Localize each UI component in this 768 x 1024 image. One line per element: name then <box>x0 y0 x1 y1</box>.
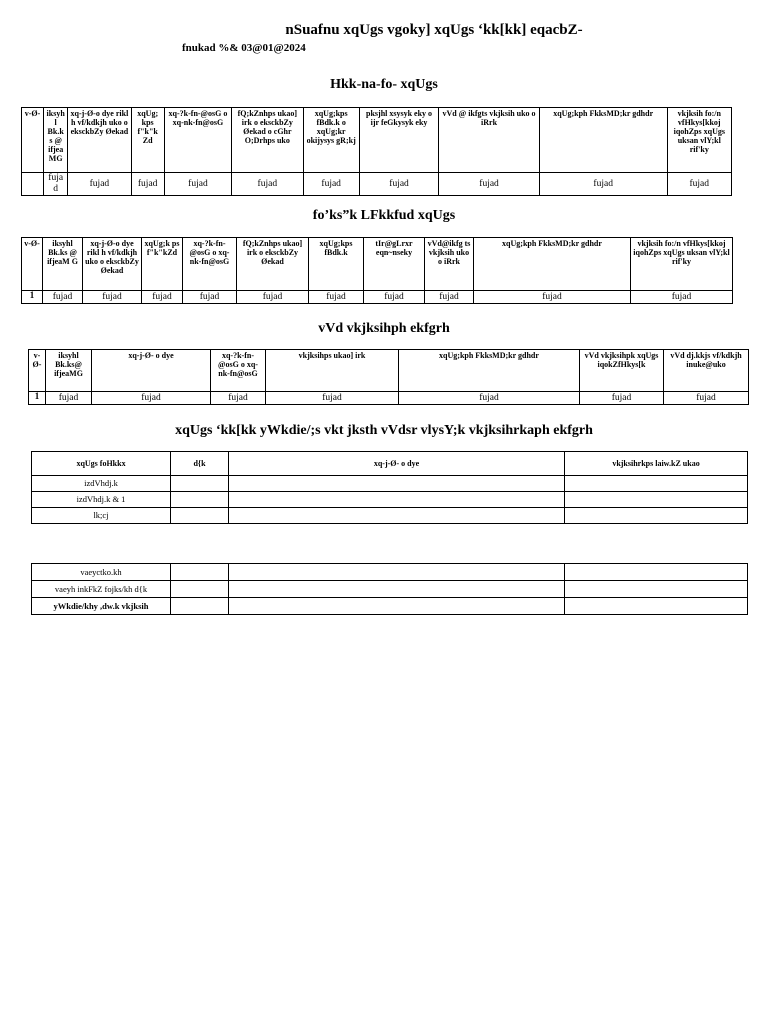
s1-cell-4: fujad <box>164 173 231 196</box>
section3-header-row <box>29 350 749 392</box>
s3-cell-3: fujad <box>211 392 266 405</box>
s4-cell <box>565 508 748 524</box>
s4b-cell <box>565 581 748 598</box>
s2-header-complainant: fQ;kZnhps ukao] irk o eksckbZy Øekad <box>237 238 309 291</box>
s4-header-accused-names: vkjksihrkps laiw.kZ ukao <box>565 452 748 476</box>
section2-header-row <box>22 238 733 291</box>
s1-header-summary: xqUg;kph FkksMD;kr gdhdr <box>539 108 667 173</box>
s3-header-summary: xqUg;kph FkksMD;kr gdhdr <box>399 350 580 392</box>
s1-header-police-station: iksyhl Bk.ks @ ifjea MG <box>44 108 68 173</box>
s4-cell <box>171 492 229 508</box>
s3-header-datetime: xq-?k-fn-@osG o xq-nk-fn@osG <box>211 350 266 392</box>
section4-table-2 <box>31 563 748 615</box>
section1-heading: Hkk-na-fo- xqUgs <box>330 77 438 92</box>
table-row <box>32 564 748 581</box>
s3-header-prior-record: vVd vkjksihpk xqUgs iqokZfHkys[k <box>580 350 664 392</box>
section3-table <box>28 349 749 405</box>
s4b-row-label: vaeyh inkFkZ fojks/kh d{k <box>32 581 171 598</box>
s4-row-label: lk;cj <box>32 508 171 524</box>
s1-header-case-officer: xq-j-Ø-o dye rikl h vf/kdkjh uko o eksckbZy Øekad <box>68 108 131 173</box>
s1-cell-10: fujad <box>667 173 731 196</box>
s3-cell-7: fujad <box>664 392 749 405</box>
section4-table <box>31 451 748 524</box>
s1-cell-9: fujad <box>539 173 667 196</box>
table-row <box>32 598 748 615</box>
s1-header-stolen-property: pksjhl xsysyk eky o ijr feGkysyk eky <box>359 108 438 173</box>
s2-cell-8: fujad <box>425 291 474 304</box>
s4b-row-label: vaeyctko.kh <box>32 564 171 581</box>
s4b-cell <box>229 581 565 598</box>
section2-table <box>21 237 733 304</box>
s3-cell-5: fujad <box>399 392 580 405</box>
s4-cell <box>229 492 565 508</box>
s1-cell-1: fujad <box>44 173 68 196</box>
table-row <box>32 476 748 492</box>
s4b-row-label-total: yWkdie/khy ,dw.k vkjksih <box>32 598 171 615</box>
s1-header-datetime: xq-?k-fn-@osG o xq-nk-fn@osG <box>164 108 231 173</box>
s1-header-accused: vVd @ ikfgts vkjksih uko o iRrk <box>439 108 540 173</box>
s3-cell-6: fujad <box>580 392 664 405</box>
table-row <box>32 508 748 524</box>
s2-header-case-officer: xq-j-Ø-o dye rikl h vf/kdkjh uko o eksckbZy Øekad <box>83 238 142 291</box>
s4-cell <box>565 492 748 508</box>
s4-header-division: xqUgs foHkkx <box>32 452 171 476</box>
s3-cell-2: fujad <box>92 392 211 405</box>
s4-row-label: izdVhdj.k & 1 <box>32 492 171 508</box>
s2-header-summary: xqUg;kph FkksMD;kr gdhdr <box>474 238 631 291</box>
s2-cell-sr: 1 <box>22 291 43 304</box>
s1-header-sr: v-Ø- <box>22 108 44 173</box>
s1-cell-sr <box>22 173 44 196</box>
s2-cell-1: fujad <box>43 291 83 304</box>
s4-header-room: d{k <box>171 452 229 476</box>
s4b-cell <box>171 598 229 615</box>
s2-cell-2: fujad <box>83 291 142 304</box>
s1-cell-8: fujad <box>439 173 540 196</box>
s1-cell-3: fujad <box>131 173 164 196</box>
section1-table <box>21 107 732 196</box>
table-row <box>29 392 749 405</box>
s1-cell-6: fujad <box>303 173 359 196</box>
section4-heading: xqUgs ‘kk[kk yWkdie/;s vkt jksth vVdsr vlysY;k vkjksihrkaph ekfgrh <box>175 423 593 438</box>
table-row <box>22 173 732 196</box>
s2-header-record: vkjksih fo:/n vfHkys[kkoj iqohZps xqUgs uksan vlY;kl rif'ky <box>631 238 733 291</box>
s4b-cell <box>565 598 748 615</box>
section1-header-row <box>22 108 732 173</box>
s1-cell-7: fujad <box>359 173 438 196</box>
s3-header-accused-name: vkjksihps ukao] irk <box>266 350 399 392</box>
s4-cell <box>229 508 565 524</box>
s2-cell-9: fujad <box>474 291 631 304</box>
s4-header-case-section: xq-j-Ø- o dye <box>229 452 565 476</box>
s3-header-arresting-officer: vVd dj.kkjs vf/kdkjh inuke@uko <box>664 350 749 392</box>
s2-header-crime-title: xqUg;k ps f"k"kZd <box>142 238 183 291</box>
s1-header-crime-title: xqUg; kps f"k"k Zd <box>131 108 164 173</box>
s4-cell <box>565 476 748 492</box>
s2-cell-3: fujad <box>142 291 183 304</box>
s2-header-police-station: iksyhl Bk.ks @ ifjeaM G <box>43 238 83 291</box>
s4-cell <box>171 508 229 524</box>
s4b-cell <box>171 581 229 598</box>
section2-heading: fo’ks”k LFkkfud xqUgs <box>312 208 456 223</box>
s2-header-accused: vVd@ikfg ts vkjksih uko o iRrk <box>425 238 474 291</box>
s4b-cell <box>229 564 565 581</box>
s1-header-record: vkjksih fo:/n vfHkys[kkoj iqohZps xqUgs uksan vlY;kl rif'ky <box>667 108 731 173</box>
s2-cell-10: fujad <box>631 291 733 304</box>
s3-header-sr: v-Ø- <box>29 350 46 392</box>
s1-header-place-weapon: xqUg;kps fBdk.k o xqUg;kr okijysys gR;kj <box>303 108 359 173</box>
s2-header-seized-property: tIr@gLrxr eqn~nseky <box>364 238 425 291</box>
s1-cell-5: fujad <box>232 173 303 196</box>
s2-cell-4: fujad <box>183 291 237 304</box>
table-row <box>32 492 748 508</box>
section4-header-row <box>32 452 748 476</box>
table-row <box>22 291 733 304</box>
page-date: fnukad %& 03@01@2024 <box>182 42 306 54</box>
s2-cell-5: fujad <box>237 291 309 304</box>
s3-header-case-section: xq-j-Ø- o dye <box>92 350 211 392</box>
section3-heading: vVd vkjksihph ekfgrh <box>318 321 450 336</box>
s2-header-place: xqUg;kps fBdk.k <box>309 238 364 291</box>
s4-cell <box>229 476 565 492</box>
s4b-cell <box>171 564 229 581</box>
s1-header-complainant: fQ;kZnhps ukao] irk o eksckbZy Øekad o cGhr O;Drhps uko <box>232 108 303 173</box>
s3-header-police-station: iksyhl Bk.ks@ ifjeaMG <box>46 350 92 392</box>
s4b-cell <box>229 598 565 615</box>
table-row <box>32 581 748 598</box>
s2-header-datetime: xq-?k-fn-@osG o xq-nk-fn@osG <box>183 238 237 291</box>
s4-cell <box>171 476 229 492</box>
s4b-cell <box>565 564 748 581</box>
s2-cell-7: fujad <box>364 291 425 304</box>
s3-cell-1: fujad <box>46 392 92 405</box>
s3-cell-4: fujad <box>266 392 399 405</box>
s3-cell-sr: 1 <box>29 392 46 405</box>
s2-cell-6: fujad <box>309 291 364 304</box>
s4-row-label: izdVhdj.k <box>32 476 171 492</box>
s1-cell-2: fujad <box>68 173 131 196</box>
s2-header-sr: v-Ø- <box>22 238 43 291</box>
page-title: nSuafnu xqUgs vgoky] xqUgs ‘kk[kk] eqacbZ- <box>285 22 583 38</box>
